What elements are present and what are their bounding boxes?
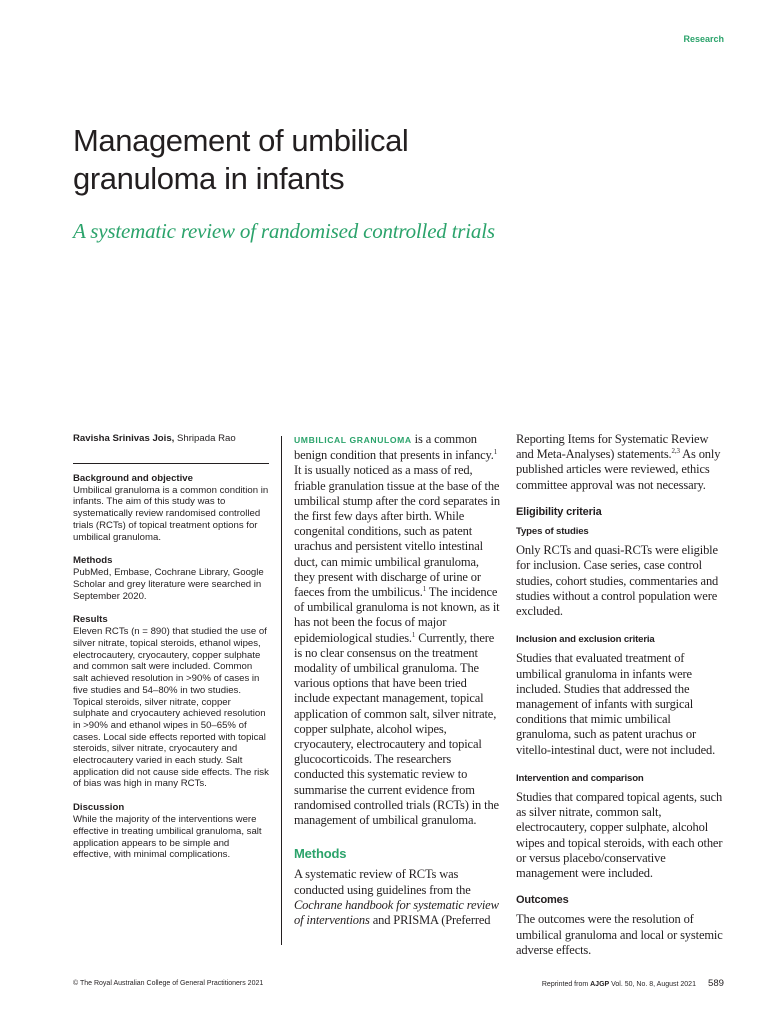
inclusion-heading: Inclusion and exclusion criteria bbox=[516, 634, 655, 646]
outcomes-text: The outcomes were the resolution of umbilical granuloma and local or systemic adverse effects. bbox=[516, 912, 723, 957]
journal-citation: Reprinted from AJGP Vol. 50, No. 8, August 2021 589 bbox=[541, 978, 724, 989]
body-column-3 bbox=[516, 432, 724, 958]
inclusion-text: Studies that evaluated treatment of umbilical granuloma in infants were included. Studies that addressed the management of infants with surgical conditions that mimic umbilical granuloma, such as patent urachus or vitello-intestinal duct, were not included. bbox=[516, 651, 716, 757]
abstract-methods bbox=[73, 555, 269, 602]
eligibility-heading: Eligibility criteria bbox=[516, 505, 602, 518]
citation: 1 bbox=[493, 448, 498, 457]
citation: 1 bbox=[422, 584, 427, 593]
background-heading: Background and objective bbox=[73, 472, 193, 484]
abstract-column bbox=[73, 433, 269, 861]
abstract-discussion bbox=[73, 802, 269, 861]
intro-paragraph: UMBILICAL GRANULOMA is a common benign condition that presents in infancy.$^1$ It is usually noticed as a mass of red, friable granulation tissue at the base of the umbilical stump after the cord separates in the first few days after birth. While congenital conditions, such as patent urachus and persistent vitello intestinal duct, can mimic umbilical granuloma, they present with discharge of urine or faeces from the umbilicus.$^1$ The incidence of umbilical granuloma is not known, as it has not been the focus of major epidemiological studies.$^1$ Currently, there is no clear consensus on the treatment modality of umbilical granuloma. The various options that have been tried include expectant management, topical application of common salt, silver nitrate, copper sulphate, alcohol wipes, cryocautery, electrocautery and topical glucocorticoids. The researchers conducted this systematic review to summarise the current evidence from randomised controlled trials (RCTs) in the management of umbilical granuloma. bbox=[294, 432, 500, 828]
discussion-text: While the majority of the interventions were effective in treating umbilical granuloma, salt application appears to be simple and effective, with minimal complications. bbox=[73, 814, 262, 861]
methods-continued-paragraph: Reporting Items for Systematic Review and Meta-Analyses) statements.$^{2,3}$ As only published articles were reviewed, ethics committee approval was not necessary. bbox=[516, 432, 721, 492]
intervention-heading: Intervention and comparison bbox=[516, 772, 644, 784]
author-secondary: Shripada Rao bbox=[177, 433, 236, 444]
types-text: Only RCTs and quasi-RCTs were eligible for inclusion. Case series, case control studies, cohort studies, commentaries and studies without a control population were excluded. bbox=[516, 543, 719, 619]
author-list bbox=[73, 433, 269, 445]
article-subtitle: A systematic review of randomised controlled trials bbox=[73, 219, 495, 243]
column-divider bbox=[281, 436, 282, 945]
page-number: 589 bbox=[707, 978, 724, 989]
body-column-2 bbox=[294, 432, 502, 928]
methods-section-heading: Methods bbox=[294, 846, 347, 862]
methods-paragraph: A systematic review of RCTs was conducted using guidelines from the Cochrane handbook for systematic review of interventions and PRISMA (Preferred bbox=[294, 867, 499, 928]
title-line-1: Management of umbilical bbox=[73, 123, 409, 158]
outcomes-heading: Outcomes bbox=[516, 894, 569, 907]
intervention-text: Studies that compared topical agents, such as silver nitrate, common salt, electrocautery, copper sulphate, alcohol wipes and topical steroids, with each other or versus placebo/conservative management were included. bbox=[516, 790, 723, 881]
methods-text: PubMed, Embase, Cochrane Library, Google Scholar and grey literature were searched in September 2020. bbox=[73, 567, 264, 602]
citation: 2,3 bbox=[671, 447, 680, 456]
abstract-background bbox=[73, 463, 269, 544]
citation: 1 bbox=[411, 630, 416, 639]
abstract-results bbox=[73, 614, 269, 790]
section-label: Research bbox=[683, 34, 724, 44]
journal-name: AJGP bbox=[590, 981, 610, 988]
discussion-heading: Discussion bbox=[73, 802, 125, 814]
article-title bbox=[73, 122, 633, 198]
intro-lead: UMBILICAL GRANULOMA bbox=[294, 435, 412, 445]
results-text: Eleven RCTs (n = 890) that studied the use of silver nitrate, topical steroids, ethanol wipes, electrocautery, cryocautery, copper sulphate and common salt were included. Common salt achieved resolution in >90% of cases in five studies and 54–80% in two studies. Topical steroids, silver nitrate, copper sulphate and cryocautery achieved resolution in >90% and ethanol wipes in 50–65% of cases. Local side effects reported with topical steroids, silver nitrate, cryocautery and electrocautery varied in each study. Salt application did not cause side effects. The risk of bias was high in many RCTs. bbox=[73, 626, 269, 790]
methods-heading: Methods bbox=[73, 555, 113, 567]
results-heading: Results bbox=[73, 614, 108, 626]
types-heading: Types of studies bbox=[516, 526, 589, 538]
author-primary: Ravisha Srinivas Jois, bbox=[73, 433, 175, 444]
title-line-2: granuloma in infants bbox=[73, 161, 345, 196]
copyright-notice: © The Royal Australian College of General Practitioners 2021 bbox=[73, 980, 264, 987]
cochrane-handbook-title: Cochrane handbook for systematic review of interventions bbox=[294, 897, 499, 928]
background-text: Umbilical granuloma is a common condition in infants. The aim of this study was to systematically review randomised controlled trials (RCTs) of topical treatment options for umbilical granuloma. bbox=[73, 484, 269, 543]
